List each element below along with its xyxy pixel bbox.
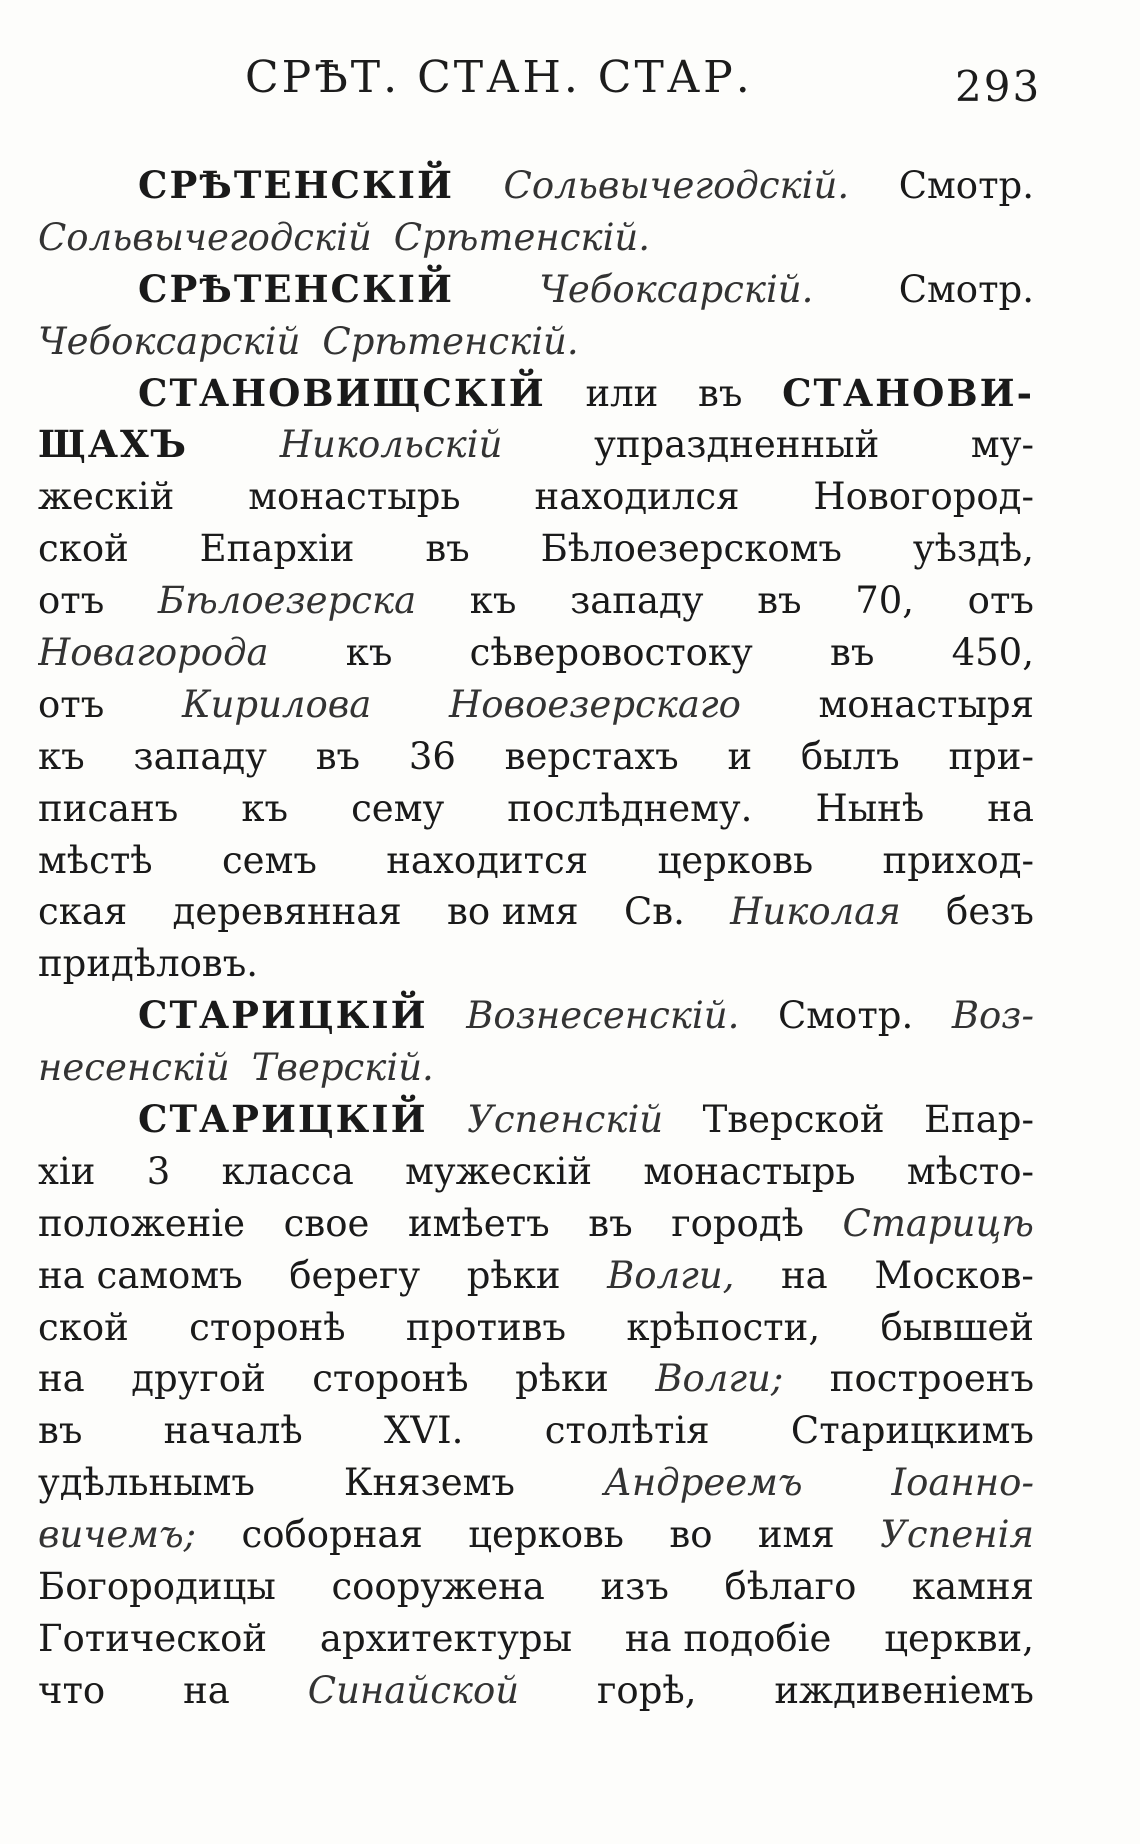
word: и [727, 734, 753, 778]
italic-word: Успенскій [467, 1098, 664, 1142]
word: верстахъ [504, 734, 679, 778]
word: му- [970, 423, 1034, 467]
word: въ [425, 527, 470, 571]
body-text [38, 160, 1034, 1717]
italic-word: Чебоксарскій [38, 319, 301, 363]
word: противъ [405, 1305, 567, 1349]
text-line [38, 886, 1034, 938]
entry-heading-word: СРѢТЕНСКІЙ [138, 163, 454, 207]
text-line [38, 1561, 1034, 1613]
text-line [38, 1250, 1034, 1302]
entry-heading-word: СТАНОВИ- [782, 370, 1034, 415]
word: упраздненный [594, 423, 880, 467]
word: соборная [241, 1513, 423, 1557]
word: находился [534, 475, 740, 519]
word: Старицкимъ [790, 1409, 1034, 1453]
word: уѣздѣ, [912, 527, 1034, 571]
word: мужескій [405, 1149, 592, 1193]
text-line [38, 1353, 1034, 1405]
word: монастыря [818, 682, 1034, 726]
word: мѣстѣ [38, 838, 153, 882]
text-line [38, 523, 1034, 575]
text-line [38, 1042, 1034, 1094]
word: придѣловъ. [38, 942, 259, 986]
word: сооружена [331, 1565, 545, 1609]
word: въ [38, 1409, 83, 1453]
italic-word: Воз- [951, 994, 1034, 1038]
word: 70, [855, 579, 915, 623]
word: Нынѣ [815, 786, 925, 830]
word: западу [570, 579, 704, 623]
word: въ [315, 734, 361, 778]
word: архитектуры [319, 1616, 573, 1660]
text-line [38, 1509, 1034, 1561]
word: на самомъ [38, 1253, 243, 1297]
word: иждивеніемъ [774, 1668, 1034, 1712]
word: горѣ, [597, 1668, 697, 1712]
word: Епархіи [199, 527, 355, 571]
word: во имя [447, 890, 579, 934]
word: сторонѣ [189, 1305, 346, 1349]
word: въ [830, 631, 875, 675]
word: Бѣлоезерскомъ [540, 527, 842, 571]
word: Смотр. [777, 994, 914, 1038]
word: Готической [38, 1616, 268, 1660]
word: на подобіе [624, 1616, 832, 1660]
word: Княземъ [343, 1461, 515, 1505]
word: Епар- [924, 1098, 1034, 1142]
entry-heading-word: СТАРИЦКІЙ [138, 1097, 428, 1142]
text-line [38, 368, 1034, 420]
word: церкви, [884, 1616, 1034, 1660]
word: западу [133, 734, 267, 778]
word: удѣльнымъ [38, 1461, 255, 1505]
text-line [38, 835, 1034, 887]
italic-word: Николая [730, 890, 901, 934]
italic-word: Никольскій [279, 423, 503, 467]
word: хіи [38, 1149, 96, 1193]
text-line [38, 419, 1034, 471]
entry-heading-word: СТАРИЦКІЙ [138, 993, 428, 1038]
word: или [585, 371, 659, 415]
page-number: 293 [955, 62, 1042, 111]
word: рѣки [466, 1253, 561, 1297]
word: сему [351, 786, 445, 830]
italic-word: Успенія [880, 1513, 1034, 1557]
italic-word: Чебоксарскій. [539, 267, 814, 311]
italic-word: Сольвычегодскій. [503, 164, 850, 207]
text-line [38, 1198, 1034, 1250]
italic-word: Новоезерскаго [449, 682, 741, 726]
word: 36 [408, 734, 456, 778]
italic-word: Тверскій. [251, 1046, 434, 1090]
word: безъ [946, 890, 1034, 934]
word: отъ [38, 579, 105, 623]
word: сѣверовостоку [469, 631, 753, 675]
word: послѣднему. [507, 786, 753, 830]
word: XVI. [383, 1409, 464, 1453]
text-line [38, 1405, 1034, 1457]
italic-word: Волги; [655, 1357, 784, 1401]
text-line [38, 938, 1034, 990]
word: отъ [38, 682, 105, 726]
italic-word: Старицѣ [842, 1201, 1034, 1245]
word: ская [38, 890, 128, 934]
word: бѣлаго [724, 1565, 857, 1609]
text-line [38, 264, 1034, 316]
text-line [38, 783, 1034, 835]
word: 3 [146, 1149, 171, 1193]
word: берегу [289, 1253, 421, 1297]
word: Богородицы [38, 1565, 276, 1609]
text-line [38, 1146, 1034, 1198]
word: столѣтія [544, 1409, 710, 1453]
word: класса [221, 1149, 354, 1193]
word: сторонѣ [312, 1357, 469, 1401]
entry-heading-word: СРѢТЕНСКІЙ [138, 266, 454, 311]
word: городѣ [671, 1201, 804, 1245]
word: Новогород- [813, 475, 1034, 519]
word: ской [38, 527, 129, 571]
word: на [183, 1668, 230, 1712]
running-head: СРѢТ. СТАН. СТАР. [245, 52, 753, 103]
text-line [38, 1457, 1034, 1509]
entry-heading-word: ЩАХЪ [38, 422, 189, 467]
word: Смотр. [898, 267, 1034, 311]
italic-word: Волги, [607, 1253, 735, 1297]
word: началѣ [163, 1409, 303, 1453]
word: 450, [951, 631, 1034, 675]
word: находится [386, 838, 589, 882]
text-line [38, 1302, 1034, 1354]
word: церковь [468, 1513, 624, 1557]
word: Москов- [874, 1253, 1034, 1297]
italic-word: Синайской [307, 1668, 520, 1712]
italic-word: Андреемъ [603, 1461, 803, 1505]
word: къ [241, 786, 289, 830]
word: крѣпости, [626, 1305, 821, 1349]
word: имѣетъ [407, 1201, 550, 1245]
text-line [38, 160, 1034, 212]
word: церковь [657, 838, 814, 882]
italic-word: Вознесенскій. [466, 994, 740, 1038]
text-line [38, 575, 1034, 627]
entry-heading-word: СТАНОВИЩСКІЙ [138, 370, 546, 415]
word: Тверской [702, 1098, 885, 1142]
italic-word: Кирилова [181, 682, 372, 726]
word: писанъ [38, 786, 179, 830]
text-line [38, 1613, 1034, 1665]
word: изъ [600, 1565, 669, 1609]
italic-word: Сольвычегодскій [38, 215, 372, 259]
word: Св. [623, 890, 685, 934]
word: Смотр. [898, 164, 1034, 207]
word: на [38, 1357, 85, 1401]
word: на [781, 1253, 828, 1297]
word: къ [345, 631, 393, 675]
word: къ [38, 734, 85, 778]
word: другой [131, 1357, 266, 1401]
word: при- [948, 734, 1034, 778]
word: отъ [967, 579, 1034, 623]
text-line [38, 627, 1034, 679]
italic-word: несенскій [38, 1046, 230, 1090]
word: ской [38, 1305, 129, 1349]
word: въ [697, 371, 743, 415]
word: свое [283, 1201, 370, 1245]
word: камня [912, 1565, 1034, 1609]
word: построенъ [829, 1357, 1034, 1401]
word: деревянная [172, 890, 402, 934]
word: мѣсто- [906, 1149, 1034, 1193]
word: жескій [38, 475, 175, 519]
word: семъ [221, 838, 317, 882]
word: что [38, 1668, 106, 1712]
italic-word: Іоанно- [891, 1461, 1034, 1505]
word: во [669, 1513, 713, 1557]
word: бывшей [880, 1305, 1034, 1349]
word: монастырь [248, 475, 461, 519]
word: въ [757, 579, 802, 623]
text-line [38, 316, 1034, 368]
word: приход- [882, 838, 1034, 882]
text-line [38, 212, 1034, 264]
word: на [987, 786, 1034, 830]
word: монастырь [643, 1149, 856, 1193]
word: къ [469, 579, 517, 623]
word: имя [757, 1513, 835, 1557]
text-line [38, 1665, 1034, 1717]
word: въ [588, 1201, 633, 1245]
text-line [38, 471, 1034, 523]
text-line [38, 731, 1034, 783]
text-line [38, 679, 1034, 731]
word: былъ [800, 734, 900, 778]
italic-word: Новагорода [38, 631, 269, 675]
italic-word: Бѣлоезерска [157, 579, 417, 623]
italic-word: Срѣтенскій. [393, 215, 651, 259]
word: рѣки [515, 1357, 609, 1401]
italic-word: Срѣтенскій. [322, 319, 579, 363]
word: положеніе [38, 1201, 246, 1245]
italic-word: вичемъ; [38, 1513, 197, 1557]
text-line [38, 990, 1034, 1042]
text-line [38, 1094, 1034, 1146]
